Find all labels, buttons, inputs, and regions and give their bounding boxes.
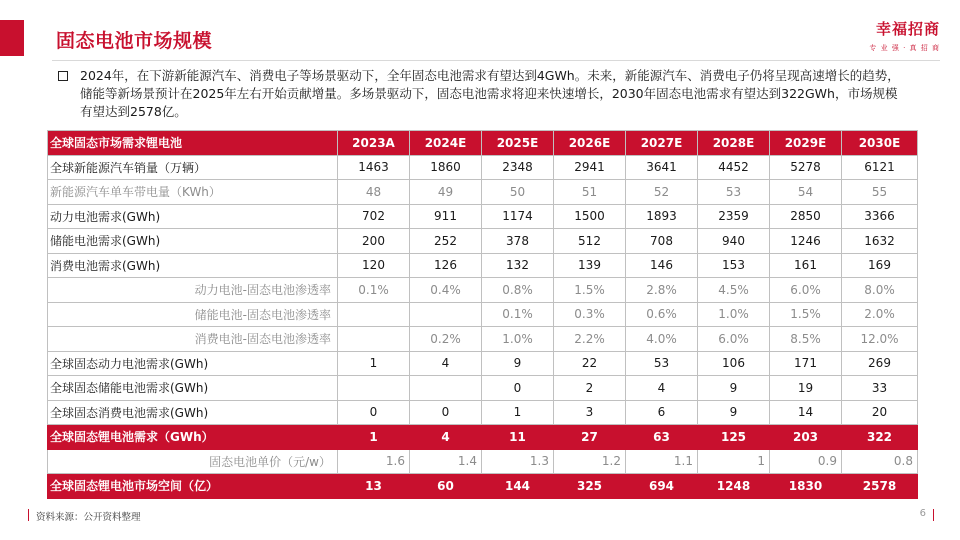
table-cell: 6 [626, 400, 698, 425]
table-cell: 20 [842, 400, 918, 425]
table-cell: 0.8 [842, 449, 918, 474]
table-cell: 106 [698, 351, 770, 376]
row-label: 全球新能源汽车销量（万辆） [48, 155, 338, 180]
table-cell: 2348 [482, 155, 554, 180]
table-cell: 252 [410, 229, 482, 254]
table-cell: 6.0% [698, 327, 770, 352]
table-cell: 4.0% [626, 327, 698, 352]
table-cell: 2.0% [842, 302, 918, 327]
table-row [48, 474, 918, 499]
table-cell: 4 [410, 351, 482, 376]
table-cell: 702 [338, 204, 410, 229]
row-label: 消费电池需求(GWh) [48, 253, 338, 278]
table-cell: 1248 [698, 474, 770, 499]
table-cell [338, 327, 410, 352]
year-header: 2023A [338, 131, 410, 156]
table-cell [410, 376, 482, 401]
table-cell: 2.8% [626, 278, 698, 303]
table-cell: 51 [554, 180, 626, 205]
table-cell: 378 [482, 229, 554, 254]
row-label: 固态电池单价（元/w） [48, 449, 338, 474]
table-cell: 322 [842, 425, 918, 450]
row-label: 新能源汽车单车带电量（KWh） [48, 180, 338, 205]
table-cell: 153 [698, 253, 770, 278]
table-cell: 1 [482, 400, 554, 425]
year-header: 2024E [410, 131, 482, 156]
logo-main-text: 幸福招商 [875, 20, 940, 38]
table-cell: 6121 [842, 155, 918, 180]
table-cell: 1 [698, 449, 770, 474]
table-row [48, 449, 918, 474]
table-cell: 2850 [770, 204, 842, 229]
table-cell: 1893 [626, 204, 698, 229]
year-header: 2026E [554, 131, 626, 156]
table-cell: 1.4 [410, 449, 482, 474]
table-cell: 0.6% [626, 302, 698, 327]
table-row [48, 425, 918, 450]
logo-sub-text: 专 业 强 · 真 招 商 [869, 44, 940, 52]
table-cell: 9 [482, 351, 554, 376]
table-cell: 5278 [770, 155, 842, 180]
table-cell: 1.5% [770, 302, 842, 327]
table-cell: 2578 [842, 474, 918, 499]
table-cell: 4 [626, 376, 698, 401]
source-note: 资料来源：公开资料整理 [36, 512, 141, 523]
table-cell: 50 [482, 180, 554, 205]
row-label: 全球固态锂电池市场空间（亿） [48, 474, 338, 499]
table-cell: 2 [554, 376, 626, 401]
table-cell: 1860 [410, 155, 482, 180]
table-cell: 22 [554, 351, 626, 376]
page-number: 6 [919, 508, 926, 519]
table-cell [338, 302, 410, 327]
table-cell: 146 [626, 253, 698, 278]
table-row [48, 253, 918, 278]
title-accent-bar [0, 20, 24, 56]
table-cell: 54 [770, 180, 842, 205]
table-cell: 132 [482, 253, 554, 278]
table-row [48, 180, 918, 205]
table-cell: 1830 [770, 474, 842, 499]
table-cell: 1632 [842, 229, 918, 254]
year-header: 2028E [698, 131, 770, 156]
table-cell: 1 [338, 425, 410, 450]
table-cell: 2.2% [554, 327, 626, 352]
page-accent-bar [933, 509, 934, 521]
table-cell: 1246 [770, 229, 842, 254]
table-cell: 9 [698, 376, 770, 401]
table-cell: 125 [698, 425, 770, 450]
table-cell: 0.2% [410, 327, 482, 352]
table-cell: 171 [770, 351, 842, 376]
table-cell: 14 [770, 400, 842, 425]
table-header-label: 全球固态市场需求锂电池 [48, 131, 338, 156]
table-cell: 911 [410, 204, 482, 229]
table-cell: 2941 [554, 155, 626, 180]
table-cell: 6.0% [770, 278, 842, 303]
table-cell: 53 [626, 351, 698, 376]
table-cell: 60 [410, 474, 482, 499]
table-cell [410, 302, 482, 327]
year-header: 2029E [770, 131, 842, 156]
table-cell: 200 [338, 229, 410, 254]
table-row [48, 229, 918, 254]
table-cell: 694 [626, 474, 698, 499]
table-cell: 3366 [842, 204, 918, 229]
table-cell: 0 [338, 400, 410, 425]
table-cell: 1.3 [482, 449, 554, 474]
table-cell: 4452 [698, 155, 770, 180]
table-cell: 0.1% [482, 302, 554, 327]
table-cell: 63 [626, 425, 698, 450]
title-divider [52, 60, 940, 61]
table-cell: 1.1 [626, 449, 698, 474]
table-row [48, 155, 918, 180]
row-label: 储能电池需求(GWh) [48, 229, 338, 254]
table-cell: 1.2 [554, 449, 626, 474]
table-cell: 1.5% [554, 278, 626, 303]
table-cell: 144 [482, 474, 554, 499]
table-cell: 139 [554, 253, 626, 278]
page-title: 固态电池市场规模 [56, 30, 213, 52]
footer-accent-bar [28, 509, 29, 521]
table-cell: 53 [698, 180, 770, 205]
square-bullet-icon [58, 71, 68, 81]
bullet-paragraph [56, 67, 906, 121]
table-cell: 12.0% [842, 327, 918, 352]
table-cell: 0.9 [770, 449, 842, 474]
row-label: 动力电池-固态电池渗透率 [48, 278, 338, 303]
table-cell: 49 [410, 180, 482, 205]
table-cell: 169 [842, 253, 918, 278]
table-row [48, 278, 918, 303]
table-cell: 708 [626, 229, 698, 254]
table-row [48, 351, 918, 376]
table-cell: 120 [338, 253, 410, 278]
table-cell: 126 [410, 253, 482, 278]
table-cell: 325 [554, 474, 626, 499]
table-row [48, 327, 918, 352]
table-cell: 33 [842, 376, 918, 401]
table-cell: 4 [410, 425, 482, 450]
company-logo [869, 18, 940, 53]
table-cell: 19 [770, 376, 842, 401]
table-cell: 11 [482, 425, 554, 450]
table-cell [338, 376, 410, 401]
bullet-text: 2024年，在下游新能源汽车、消费电子等场景驱动下，全年固态电池需求有望达到4GWh。未来，新能源汽车、消费电子仍将呈现高速增长的趋势，储能等新场景预计在2025年左右开始贡献增量。多场景驱动下，固态电池需求将迎来快速增长，2030年固态电池需求有望达到322GWh，市场规模有望达到2578亿。 [80, 68, 900, 119]
year-header: 2027E [626, 131, 698, 156]
table-cell: 1463 [338, 155, 410, 180]
year-header: 2030E [842, 131, 918, 156]
table-cell: 1 [338, 351, 410, 376]
table-cell: 1.6 [338, 449, 410, 474]
row-label: 全球固态消费电池需求(GWh) [48, 400, 338, 425]
table-cell: 512 [554, 229, 626, 254]
table-cell: 8.5% [770, 327, 842, 352]
table-row [48, 400, 918, 425]
table-cell: 48 [338, 180, 410, 205]
row-label: 全球固态动力电池需求(GWh) [48, 351, 338, 376]
table-cell: 1.0% [482, 327, 554, 352]
table-cell: 161 [770, 253, 842, 278]
table-row [48, 302, 918, 327]
table-cell: 0.4% [410, 278, 482, 303]
table-row [48, 204, 918, 229]
table-cell: 0.3% [554, 302, 626, 327]
table-cell: 52 [626, 180, 698, 205]
table-cell: 55 [842, 180, 918, 205]
table-cell: 1500 [554, 204, 626, 229]
table-header-row [48, 131, 918, 156]
table-cell: 1174 [482, 204, 554, 229]
table-cell: 203 [770, 425, 842, 450]
table-cell: 940 [698, 229, 770, 254]
table-row [48, 376, 918, 401]
table-cell: 269 [842, 351, 918, 376]
table-cell: 3 [554, 400, 626, 425]
table-cell: 4.5% [698, 278, 770, 303]
table-cell: 27 [554, 425, 626, 450]
table-cell: 9 [698, 400, 770, 425]
market-table [47, 130, 918, 499]
table-cell: 3641 [626, 155, 698, 180]
year-header: 2025E [482, 131, 554, 156]
row-label: 储能电池-固态电池渗透率 [48, 302, 338, 327]
table-cell: 0 [410, 400, 482, 425]
table-cell: 1.0% [698, 302, 770, 327]
table-cell: 8.0% [842, 278, 918, 303]
table-cell: 13 [338, 474, 410, 499]
table-cell: 0.1% [338, 278, 410, 303]
table-cell: 2359 [698, 204, 770, 229]
row-label: 全球固态锂电池需求（GWh） [48, 425, 338, 450]
row-label: 动力电池需求(GWh) [48, 204, 338, 229]
table-cell: 0.8% [482, 278, 554, 303]
table-cell: 0 [482, 376, 554, 401]
row-label: 消费电池-固态电池渗透率 [48, 327, 338, 352]
row-label: 全球固态储能电池需求(GWh) [48, 376, 338, 401]
